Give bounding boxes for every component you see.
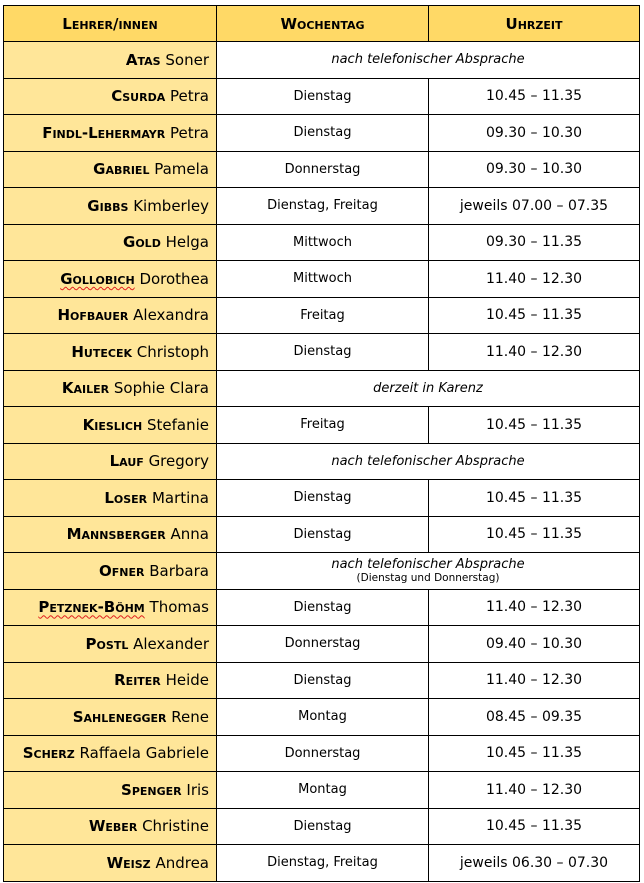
teacher-name-cell — [4, 845, 217, 882]
teacher-last-name: Sahlenegger — [72, 707, 167, 726]
table-row — [4, 42, 640, 79]
teacher-first-name: Helga — [165, 233, 209, 252]
table-row — [4, 443, 640, 480]
teacher-first-name: Stefanie — [146, 415, 209, 434]
table-row — [4, 115, 640, 152]
teacher-last-name: Weber — [88, 817, 138, 836]
teacher-first-name: Andrea — [155, 853, 209, 872]
table-row — [4, 589, 640, 626]
note-subtext: (Dienstag und Donnerstag) — [356, 572, 500, 585]
time-cell: 09.30 – 10.30 — [429, 151, 640, 188]
note-text: nach telefonischer Absprache — [331, 52, 525, 68]
table-row — [4, 845, 640, 882]
weekday-cell: Mittwoch — [217, 224, 429, 261]
teacher-first-name: Raffaela Gabriele — [79, 744, 209, 763]
time-cell: 10.45 – 11.35 — [429, 808, 640, 845]
teacher-first-name: Sophie Clara — [113, 379, 209, 398]
teacher-last-name: Loser — [104, 488, 148, 507]
teacher-last-name: Weisz — [106, 853, 151, 872]
note-cell — [217, 443, 640, 480]
teacher-name-cell — [4, 735, 217, 772]
teacher-name-cell — [4, 516, 217, 553]
teacher-first-name: Anna — [170, 525, 209, 544]
table-row — [4, 224, 640, 261]
weekday-cell: Dienstag — [217, 516, 429, 553]
weekday-cell: Freitag — [217, 297, 429, 334]
teacher-name-cell — [4, 626, 217, 663]
weekday-cell: Dienstag — [217, 662, 429, 699]
time-cell: 09.30 – 11.35 — [429, 224, 640, 261]
weekday-cell: Dienstag, Freitag — [217, 188, 429, 225]
teacher-first-name: Barbara — [149, 561, 209, 580]
teacher-name-cell — [4, 297, 217, 334]
note-text: nach telefonischer Absprache — [331, 557, 525, 573]
consultation-hours-table — [3, 5, 640, 882]
table-row — [4, 407, 640, 444]
teacher-last-name: Atas — [125, 50, 161, 69]
teacher-last-name: Scherz — [22, 744, 75, 763]
teacher-name-cell — [4, 42, 217, 79]
teacher-first-name: Petra — [170, 123, 209, 142]
teacher-last-name: Lauf — [109, 452, 144, 471]
weekday-cell: Dienstag — [217, 334, 429, 371]
time-cell: 11.40 – 12.30 — [429, 589, 640, 626]
teacher-last-name: Reiter — [114, 671, 161, 690]
weekday-cell: Freitag — [217, 407, 429, 444]
teacher-last-name: Kailer — [61, 379, 110, 398]
time-cell: 10.45 – 11.35 — [429, 297, 640, 334]
time-cell: 11.40 – 12.30 — [429, 772, 640, 809]
table-row — [4, 334, 640, 371]
teacher-name-cell — [4, 443, 217, 480]
teacher-first-name: Pamela — [154, 160, 209, 179]
note-cell — [217, 42, 640, 79]
time-cell: 10.45 – 11.35 — [429, 735, 640, 772]
weekday-cell: Montag — [217, 699, 429, 736]
time-cell: 11.40 – 12.30 — [429, 261, 640, 298]
time-cell: 10.45 – 11.35 — [429, 516, 640, 553]
table-row — [4, 480, 640, 517]
teacher-name-cell — [4, 553, 217, 590]
table-row — [4, 261, 640, 298]
teacher-name-cell — [4, 115, 217, 152]
teacher-first-name: Alexander — [133, 634, 209, 653]
table-row — [4, 808, 640, 845]
table-row — [4, 772, 640, 809]
teacher-name-cell — [4, 772, 217, 809]
weekday-cell: Dienstag — [217, 115, 429, 152]
teacher-first-name: Gregory — [148, 452, 209, 471]
table-row — [4, 699, 640, 736]
weekday-cell: Donnerstag — [217, 151, 429, 188]
note-cell — [217, 553, 640, 590]
table-row — [4, 78, 640, 115]
teacher-last-name: Findl-Lehermayr — [42, 123, 166, 142]
note-text: derzeit in Karenz — [373, 380, 483, 396]
time-cell: 09.40 – 10.30 — [429, 626, 640, 663]
time-cell: jeweils 07.00 – 07.35 — [429, 188, 640, 225]
weekday-cell: Montag — [217, 772, 429, 809]
teacher-name-cell — [4, 699, 217, 736]
teacher-last-name: Mannsberger — [66, 525, 166, 544]
teacher-name-cell — [4, 188, 217, 225]
teacher-last-name: Postl — [85, 634, 129, 653]
teacher-name-cell — [4, 261, 217, 298]
table-row — [4, 662, 640, 699]
table-row — [4, 151, 640, 188]
time-cell: 09.30 – 10.30 — [429, 115, 640, 152]
teacher-first-name: Iris — [186, 780, 209, 799]
teacher-last-name: Csurda — [111, 87, 166, 106]
weekday-cell: Dienstag — [217, 589, 429, 626]
table-row — [4, 735, 640, 772]
table-row — [4, 188, 640, 225]
teacher-last-name: Ofner — [99, 561, 145, 580]
header-teacher: Lehrer/innen — [4, 6, 217, 42]
teacher-last-name: Hofbauer — [57, 306, 129, 325]
weekday-cell: Mittwoch — [217, 261, 429, 298]
teacher-last-name: Spenger — [121, 780, 182, 799]
teacher-last-name: Kieslich — [82, 415, 143, 434]
teacher-name-cell — [4, 370, 217, 407]
teacher-first-name: Alexandra — [133, 306, 209, 325]
header-time: Uhrzeit — [429, 6, 640, 42]
time-cell: 10.45 – 11.35 — [429, 78, 640, 115]
note-cell — [217, 370, 640, 407]
table-row — [4, 297, 640, 334]
header-row — [4, 6, 640, 42]
teacher-name-cell — [4, 480, 217, 517]
time-cell: jeweils 06.30 – 07.30 — [429, 845, 640, 882]
teacher-name-cell — [4, 662, 217, 699]
teacher-last-name: Petznek-Böhm — [38, 598, 145, 617]
table-row — [4, 516, 640, 553]
time-cell: 10.45 – 11.35 — [429, 407, 640, 444]
header-weekday: Wochentag — [217, 6, 429, 42]
teacher-first-name: Heide — [165, 671, 209, 690]
table-row — [4, 626, 640, 663]
teacher-first-name: Christine — [142, 817, 209, 836]
teacher-last-name: Hutecek — [71, 342, 132, 361]
time-cell: 11.40 – 12.30 — [429, 662, 640, 699]
teacher-first-name: Martina — [151, 488, 209, 507]
teacher-first-name: Kimberley — [133, 196, 209, 215]
teacher-name-cell — [4, 78, 217, 115]
teacher-name-cell — [4, 808, 217, 845]
time-cell: 10.45 – 11.35 — [429, 480, 640, 517]
time-cell: 08.45 – 09.35 — [429, 699, 640, 736]
table-row — [4, 553, 640, 590]
teacher-name-cell — [4, 334, 217, 371]
teacher-first-name: Christoph — [136, 342, 209, 361]
teacher-name-cell — [4, 224, 217, 261]
teacher-name-cell — [4, 589, 217, 626]
weekday-cell: Dienstag — [217, 808, 429, 845]
note-text: nach telefonischer Absprache — [331, 453, 525, 469]
teacher-last-name: Gibbs — [87, 196, 129, 215]
teacher-first-name: Dorothea — [139, 269, 209, 288]
teacher-first-name: Rene — [171, 707, 209, 726]
teacher-name-cell — [4, 151, 217, 188]
weekday-cell: Dienstag — [217, 480, 429, 517]
teacher-last-name: Gollobich — [60, 269, 135, 288]
table-row — [4, 370, 640, 407]
weekday-cell: Dienstag, Freitag — [217, 845, 429, 882]
table-header — [4, 6, 640, 42]
weekday-cell: Donnerstag — [217, 735, 429, 772]
teacher-first-name: Thomas — [149, 598, 209, 617]
time-cell: 11.40 – 12.30 — [429, 334, 640, 371]
weekday-cell: Donnerstag — [217, 626, 429, 663]
teacher-first-name: Soner — [165, 50, 209, 69]
teacher-last-name: Gold — [123, 233, 161, 252]
teacher-name-cell — [4, 407, 217, 444]
teacher-first-name: Petra — [170, 87, 209, 106]
table-body — [4, 42, 640, 882]
weekday-cell: Dienstag — [217, 78, 429, 115]
teacher-last-name: Gabriel — [93, 160, 150, 179]
